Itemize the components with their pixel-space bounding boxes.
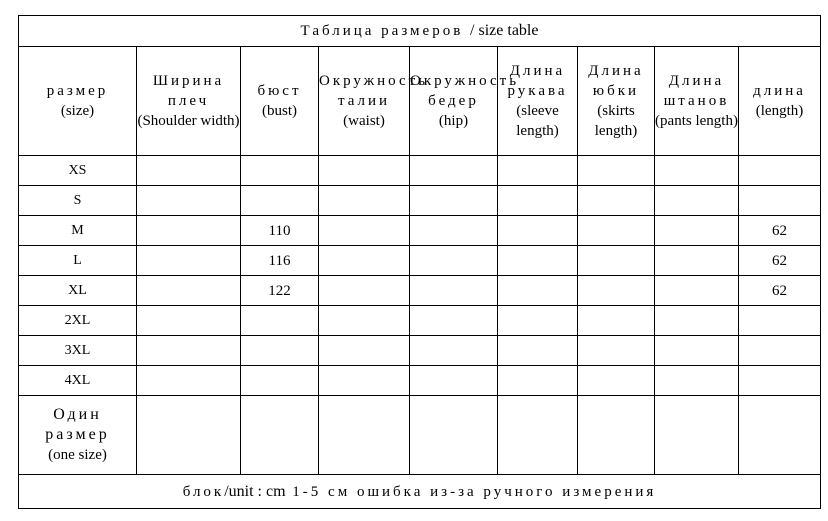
table-cell: 62 [739, 276, 821, 306]
table-cell [137, 156, 241, 186]
table-cell [319, 216, 410, 246]
table-cell [498, 246, 578, 276]
table-cell [498, 156, 578, 186]
cell-size-one: Один размер (one size) [19, 396, 137, 475]
table-cell [498, 276, 578, 306]
footer-unit: /unit : cm [224, 482, 286, 500]
table-cell [137, 216, 241, 246]
table-cell [498, 336, 578, 366]
cell-size-label: 2XL [19, 306, 137, 336]
table-cell [655, 396, 739, 475]
table-row [19, 336, 821, 366]
table-cell [319, 366, 410, 396]
cell-size-label: 3XL [19, 336, 137, 366]
table-row [19, 306, 821, 336]
table-cell [498, 216, 578, 246]
table-cell: 116 [241, 246, 319, 276]
cell-size-label: M [19, 216, 137, 246]
table-cell [739, 186, 821, 216]
table-cell [319, 396, 410, 475]
cell-size-label: 4XL [19, 366, 137, 396]
table-cell [410, 336, 498, 366]
table-cell [655, 246, 739, 276]
table-body [19, 156, 821, 396]
table-cell [410, 276, 498, 306]
col-header-shoulder: Ширина плеч (Shoulder width) [137, 47, 241, 156]
cell-size-label: L [19, 246, 137, 276]
table-cell [739, 306, 821, 336]
table-cell [319, 246, 410, 276]
size-table [18, 15, 821, 509]
table-cell [739, 156, 821, 186]
table-cell [319, 336, 410, 366]
table-cell [655, 156, 739, 186]
table-cell [410, 186, 498, 216]
col-header-bust: бюст (bust) [241, 47, 319, 156]
table-cell [410, 396, 498, 475]
table-cell [655, 336, 739, 366]
table-cell [578, 396, 655, 475]
table-title-ru: Таблица размеров [300, 23, 464, 39]
table-cell [578, 276, 655, 306]
table-cell [137, 186, 241, 216]
table-cell [498, 396, 578, 475]
table-cell [410, 156, 498, 186]
table-cell [578, 156, 655, 186]
col-header-length: длина (length) [739, 47, 821, 156]
table-cell [655, 186, 739, 216]
table-cell [655, 216, 739, 246]
table-cell [578, 246, 655, 276]
table-cell: 62 [739, 246, 821, 276]
table-cell [410, 366, 498, 396]
col-header-skirt: Длина юбки (skirts length) [578, 47, 655, 156]
table-row [19, 276, 821, 306]
table-cell [241, 306, 319, 336]
table-row-one-size [19, 396, 821, 475]
table-cell [241, 366, 319, 396]
table-cell [241, 186, 319, 216]
table-cell [319, 156, 410, 186]
table-cell [578, 306, 655, 336]
table-cell [410, 246, 498, 276]
col-header-waist: Окружность талии (waist) [319, 47, 410, 156]
cell-size-label: XS [19, 156, 137, 186]
table-cell: 110 [241, 216, 319, 246]
table-cell [137, 246, 241, 276]
table-cell [137, 396, 241, 475]
table-cell [578, 186, 655, 216]
table-cell [655, 306, 739, 336]
table-cell [578, 336, 655, 366]
table-cell [319, 306, 410, 336]
footer-note: 1-5 см ошибка из-за ручного измерения [292, 483, 657, 500]
table-cell [319, 186, 410, 216]
table-cell [498, 186, 578, 216]
table-cell [578, 366, 655, 396]
table-row [19, 156, 821, 186]
table-row [19, 186, 821, 216]
footer-ru-prefix: блок [182, 483, 225, 500]
table-cell [137, 276, 241, 306]
table-cell [410, 306, 498, 336]
table-title [19, 16, 821, 47]
col-header-sleeve: Длина рукава (sleeve length) [498, 47, 578, 156]
table-cell [739, 336, 821, 366]
header-row [19, 47, 821, 156]
table-cell [578, 216, 655, 246]
table-cell [410, 216, 498, 246]
table-cell: 62 [739, 216, 821, 246]
table-cell [739, 396, 821, 475]
table-cell [319, 276, 410, 306]
table-cell [241, 396, 319, 475]
table-row [19, 246, 821, 276]
cell-size-label: S [19, 186, 137, 216]
col-header-pants: Длина штанов (pants length) [655, 47, 739, 156]
table-cell: 122 [241, 276, 319, 306]
table-row [19, 216, 821, 246]
table-cell [137, 336, 241, 366]
col-header-size: размер (size) [19, 47, 137, 156]
table-cell [498, 306, 578, 336]
table-cell [241, 336, 319, 366]
table-cell [498, 366, 578, 396]
col-header-hip: Окружность бедер (hip) [410, 47, 498, 156]
table-title-en: / size table [470, 22, 539, 39]
table-cell [137, 366, 241, 396]
table-cell [655, 276, 739, 306]
table-cell [137, 306, 241, 336]
table-footer [19, 475, 821, 509]
table-cell [739, 366, 821, 396]
table-row [19, 366, 821, 396]
table-cell [241, 156, 319, 186]
table-cell [655, 366, 739, 396]
cell-size-label: XL [19, 276, 137, 306]
